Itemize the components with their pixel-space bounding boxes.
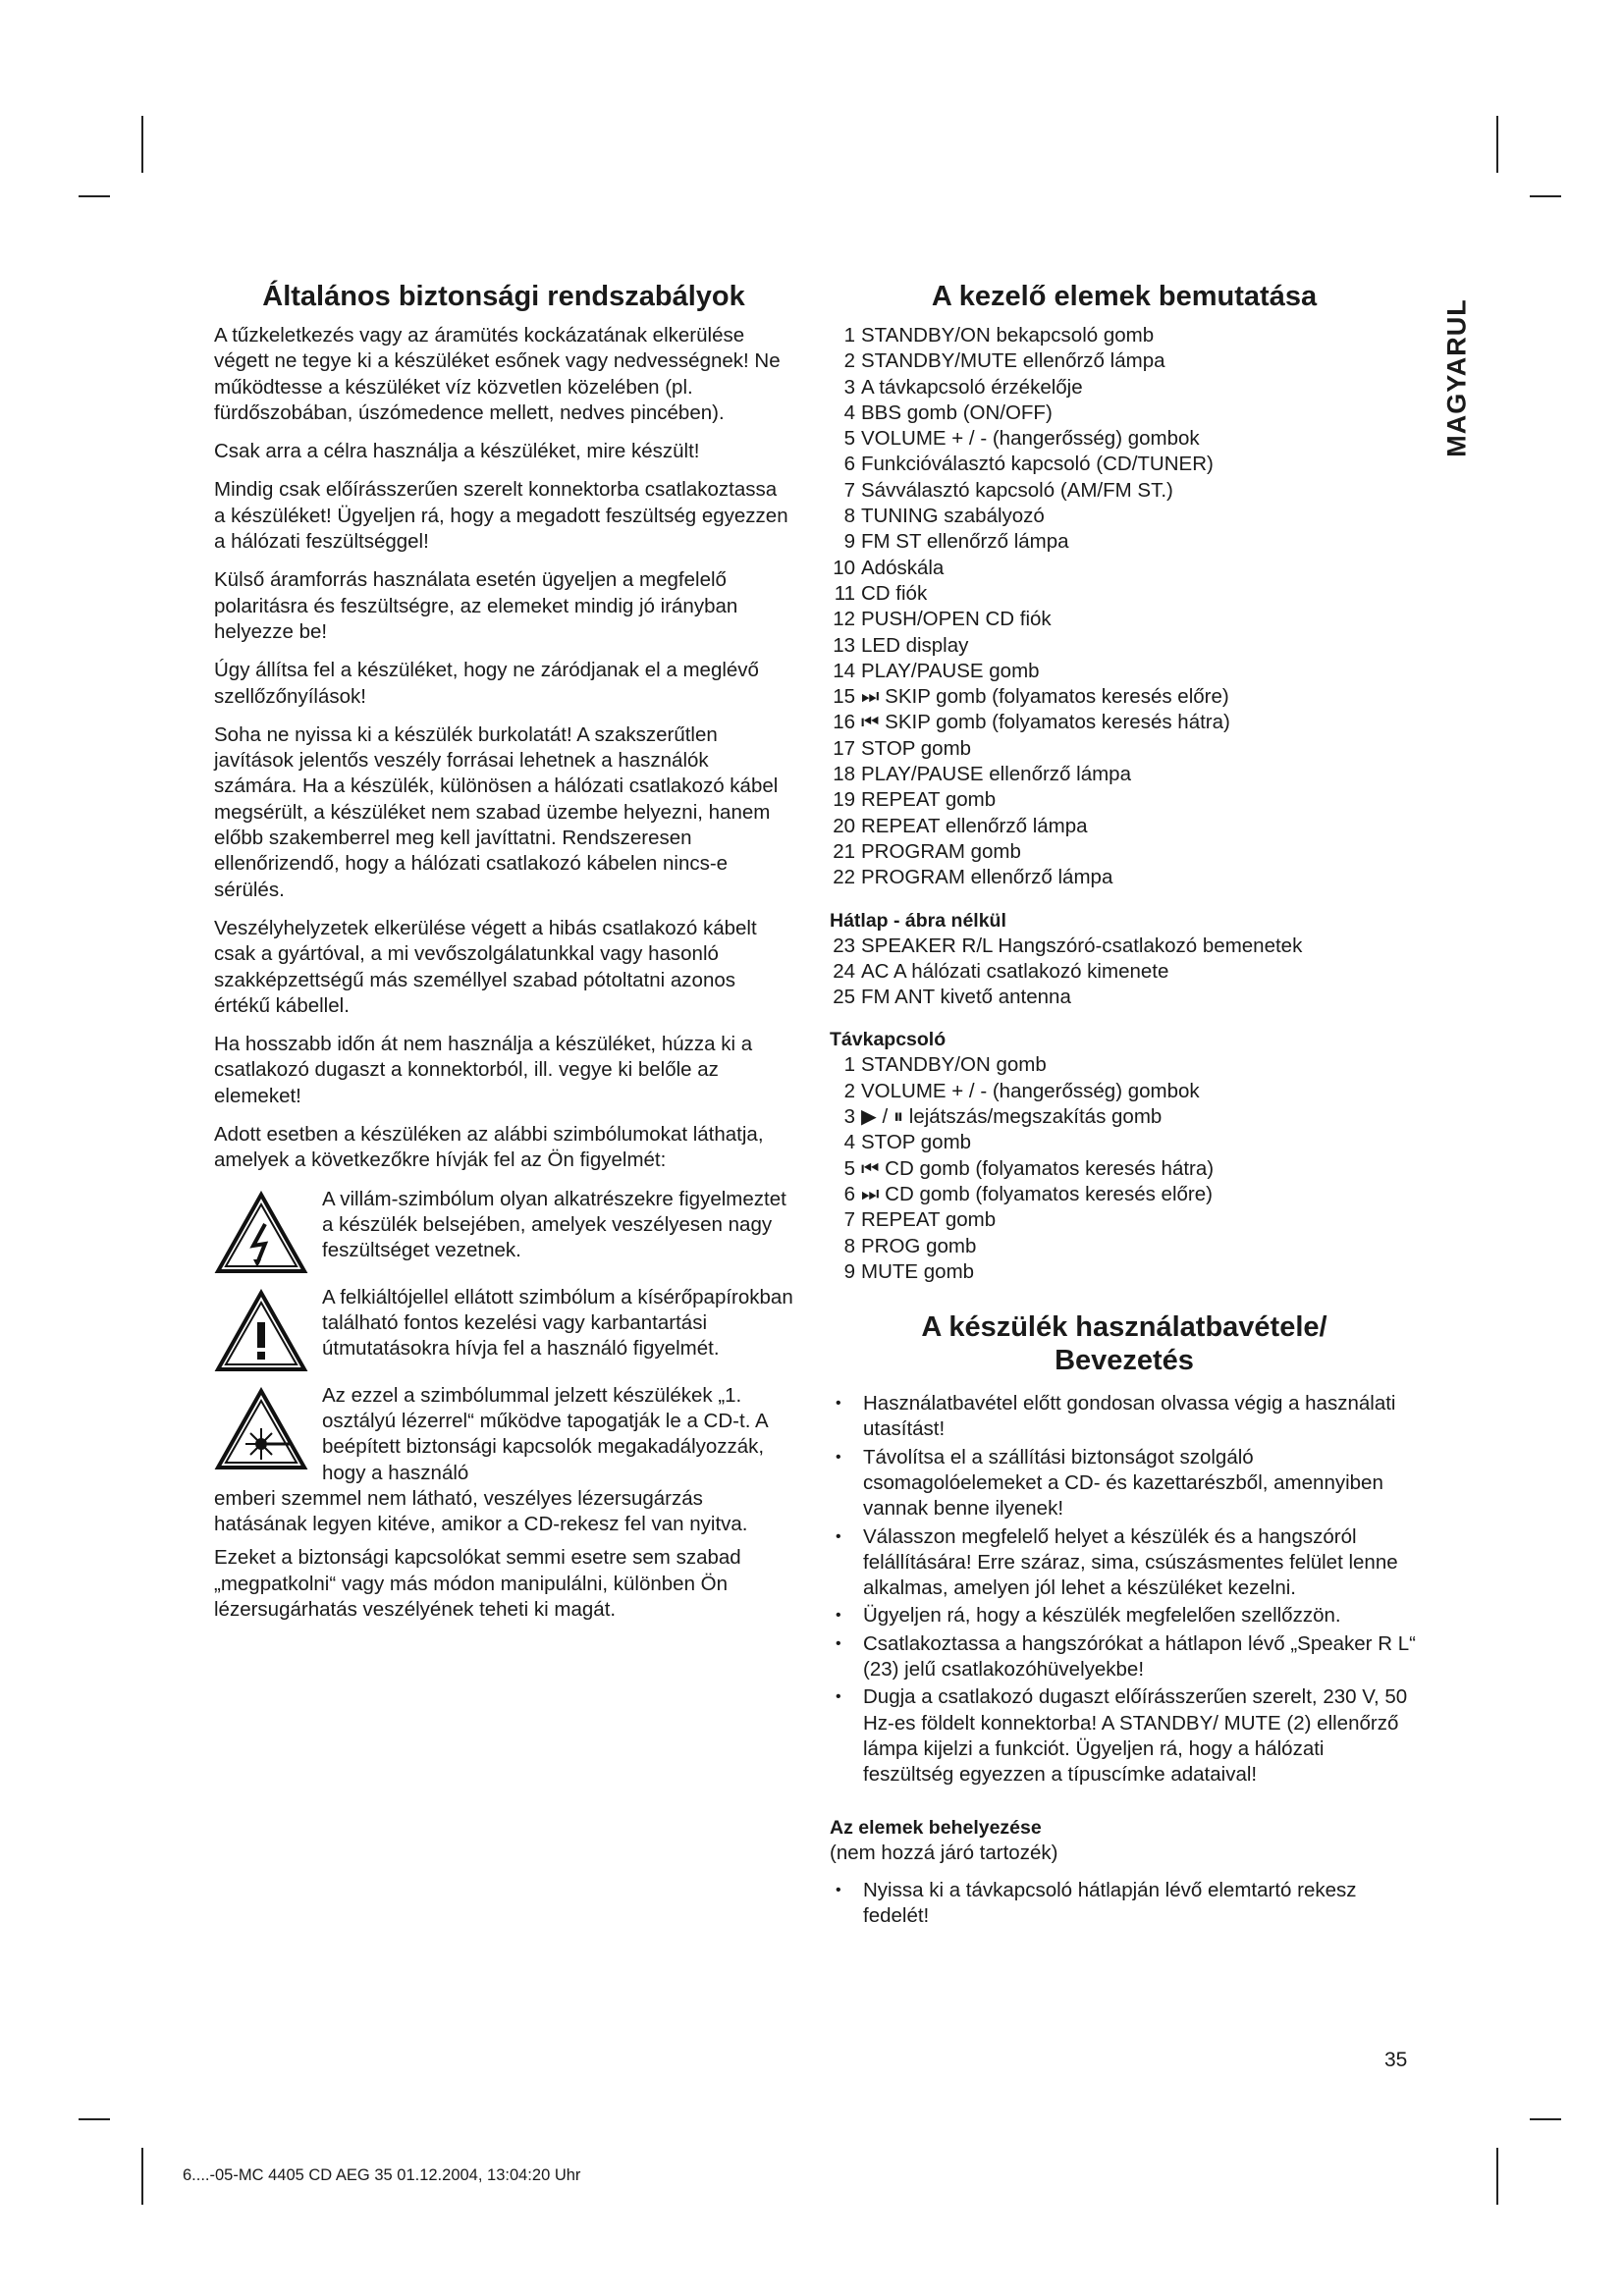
item-text: AC A hálózati csatlakozó kimenete <box>861 959 1169 983</box>
list-item <box>830 581 1419 607</box>
item-text: REPEAT ellenőrző lámpa <box>861 814 1088 837</box>
item-text: VOLUME + / - (hangerősség) gombok <box>861 427 1200 451</box>
lightning-text: A villám-szimbólum olyan alkatrészekre figyelmeztet a készülék belsejében, amelyek veszélyesen nagy feszültséget vezetnek. <box>322 1187 786 1262</box>
item-number: 8 <box>843 1234 855 1257</box>
item-text: FM ANT kivető antenna <box>861 986 1071 1009</box>
paragraph: Külső áramforrás használata esetén ügyeljen a megfelelő polaritásra és feszültségre, az elemeket mindig jó irányban helyezze be! <box>214 568 738 643</box>
remote-heading: Távkapcsoló <box>830 1029 947 1051</box>
item-number: 25 <box>833 986 855 1009</box>
list-item <box>830 1259 1419 1285</box>
crop-mark <box>1530 2118 1561 2120</box>
paragraph: Adott esetben a készüléken az alábbi szimbólumokat láthatja, amelyek a következőkre hívják fel az Ön figyelmét: <box>214 1123 764 1172</box>
list-item <box>830 400 1419 426</box>
list-item <box>830 814 1419 839</box>
paragraph: Veszélyhelyzetek elkerülése végett a hibás csatlakozó kábelt csak a gyártóval, a mi vevőszolgálatunkkal vagy hasonló szakképzettségű más személlyel szabad pótoltatni azonos értékű kábellel. <box>214 916 757 1017</box>
item-text: Funkcióválasztó kapcsoló (CD/TUNER) <box>861 453 1214 476</box>
item-number: 1 <box>843 324 855 347</box>
intro-bullet-list <box>830 1391 1419 1788</box>
list-item <box>830 529 1419 555</box>
item-number: 6 <box>843 1182 855 1205</box>
item-text: PROGRAM gomb <box>861 839 1021 863</box>
item-text: LED display <box>861 633 969 657</box>
item-text: SPEAKER R/L Hangszóró-csatlakozó bemenetek <box>861 934 1303 957</box>
item-number: 5 <box>843 427 855 451</box>
item-text: REPEAT gomb <box>861 1208 997 1232</box>
list-item <box>830 478 1419 504</box>
battery-bullet-list <box>830 1878 1419 1930</box>
item-number: 20 <box>833 814 855 837</box>
item-number: 5 <box>843 1156 855 1180</box>
lightning-warning-icon <box>214 1191 308 1275</box>
print-footer: 6....-05-MC 4405 CD AEG 35 01.12.2004, 13:04:20 Uhr <box>183 2166 581 2184</box>
list-item <box>830 375 1419 400</box>
list-item <box>830 1104 1419 1130</box>
page-number: 35 <box>1384 2049 1408 2071</box>
list-item <box>830 985 1419 1010</box>
exclamation-warning-icon <box>214 1289 308 1373</box>
controls-list <box>830 323 1419 891</box>
list-item <box>830 1079 1419 1104</box>
paragraph: Ha hosszabb időn át nem használja a készüléket, húzza ki a csatlakozó dugaszt a konnektorból, ill. vegye ki belőle az elemeket! <box>214 1033 753 1107</box>
laser-symbol-note <box>214 1383 793 1538</box>
item-number: 24 <box>833 959 855 983</box>
paragraph: Ezeket a biztonsági kapcsolókat semmi esetre sem szabad „megpatkolni“ vagy más módon manipulálni, különben Ön lézersugárhatás veszélyének teheti ki magát. <box>214 1546 741 1621</box>
item-number: 1 <box>843 1053 855 1077</box>
paragraph: Soha ne nyissa ki a készülék burkolatát! A szakszerűtlen javítások jelentős veszély forrásai lehetnek a használók számára. Ha a készülék, különösen a hálózati csatlakozó kábel megsérült, a készüléket nem szabad üzembe helyezni, hanem előbb szakemberrel meg kell javíttatni. Rendszeresen ellenőrizendő, hogy a hálózati csatlakozó kábelen nincs-e sérülés. <box>214 722 779 901</box>
crop-mark <box>1496 116 1498 173</box>
paragraph: Mindig csak előírásszerűen szerelt konnektorba csatlakoztassa a készüléket! Ügyeljen rá, hogy a megadott feszültség egyezzen a hálózati feszültséggel! <box>214 478 788 554</box>
item-text: PROGRAM ellenőrző lámpa <box>861 866 1113 889</box>
crop-mark <box>79 195 110 197</box>
item-text: PROG gomb <box>861 1234 977 1257</box>
crop-mark <box>1496 2148 1498 2205</box>
item-text: STOP gomb <box>861 1131 972 1154</box>
bullet-item: • Nyissa ki a távkapcsoló hátlapján lévő elemtartó rekesz fedelét! <box>830 1878 1419 1930</box>
list-item <box>830 348 1419 374</box>
crop-mark <box>1530 195 1561 197</box>
item-number: 4 <box>843 400 855 424</box>
item-number: 7 <box>843 1208 855 1232</box>
remote-list <box>830 1052 1419 1285</box>
list-item <box>830 736 1419 762</box>
item-number: 7 <box>843 478 855 502</box>
controls-heading: A kezelő elemek bemutatása <box>931 281 1318 312</box>
list-item <box>830 323 1419 348</box>
item-number: 2 <box>843 1079 855 1102</box>
item-text: ⏭ CD gomb (folyamatos keresés előre) <box>861 1182 1213 1205</box>
lightning-symbol-note <box>214 1187 793 1277</box>
paragraph: Csak arra a célra használja a készüléket, mire készült! <box>214 440 700 463</box>
intro-heading-line1: A készülék használatbavétele/ <box>921 1311 1327 1344</box>
item-text: FM ST ellenőrző lámpa <box>861 530 1069 554</box>
battery-subheading: (nem hozzá járó tartozék) <box>830 1841 1058 1864</box>
crop-mark <box>141 2148 143 2205</box>
back-panel-heading: Hátlap - ábra nélkül <box>830 909 1006 932</box>
list-item <box>830 659 1419 684</box>
item-number: 6 <box>843 453 855 476</box>
item-number: 2 <box>843 349 855 373</box>
list-item <box>830 959 1419 985</box>
list-item <box>830 607 1419 632</box>
language-label: MAGYARUL <box>1441 298 1472 457</box>
list-item <box>830 556 1419 581</box>
item-text: BBS gomb (ON/OFF) <box>861 400 1053 424</box>
list-item <box>830 633 1419 659</box>
intro-heading <box>830 1310 1419 1377</box>
safety-heading: Általános biztonsági rendszabályok <box>262 281 745 312</box>
item-number: 4 <box>843 1131 855 1154</box>
item-number: 21 <box>833 839 855 863</box>
list-item <box>830 710 1419 735</box>
crop-mark <box>79 2118 110 2120</box>
laser-text-rest: emberi szemmel nem látható, veszélyes lézersugárzás hatásának legyen kitéve, amikor a CD-rekesz fel van nyitva. <box>214 1486 748 1536</box>
exclamation-symbol-note <box>214 1285 793 1375</box>
list-item <box>830 1052 1419 1078</box>
item-text: Adóskála <box>861 556 945 579</box>
item-text: MUTE gomb <box>861 1259 975 1283</box>
item-text: STANDBY/ON bekapcsoló gomb <box>861 324 1155 347</box>
item-text: STANDBY/MUTE ellenőrző lámpa <box>861 349 1165 373</box>
item-text: Sávválasztó kapcsoló (AM/FM ST.) <box>861 478 1173 502</box>
item-number: 12 <box>833 608 855 631</box>
item-number: 17 <box>833 736 855 760</box>
bullet-item: • Használatbavétel előtt gondosan olvassa végig a használati utasítást! <box>830 1391 1419 1443</box>
item-number: 9 <box>843 1259 855 1283</box>
list-item <box>830 1234 1419 1259</box>
item-number: 13 <box>833 633 855 657</box>
controls-section <box>830 280 1419 1939</box>
list-item <box>830 1156 1419 1182</box>
crop-mark <box>141 116 143 173</box>
item-text: TUNING szabályozó <box>861 505 1045 528</box>
item-text: A távkapcsoló érzékelője <box>861 375 1083 399</box>
list-item <box>830 839 1419 865</box>
bullet-item: • Válasszon megfelelő helyet a készülék és a hangszóról felállítására! Erre száraz, sima, csúszásmentes felület lenne alkalmas, amelyen jól lehet a készüléket kezelni. <box>830 1524 1419 1602</box>
list-item <box>830 1207 1419 1233</box>
bullet-item: • Távolítsa el a szállítási biztonságot szolgáló csomagolóelemeket a CD- és kazettarészből, amennyiben vannak benne ilyenek! <box>830 1445 1419 1522</box>
list-item <box>830 452 1419 477</box>
item-number: 9 <box>843 530 855 554</box>
item-text: PLAY/PAUSE gomb <box>861 659 1040 682</box>
list-item <box>830 762 1419 787</box>
laser-warning-icon <box>214 1387 308 1471</box>
exclamation-text: A felkiáltójellel ellátott szimbólum a kísérőpapírokban található fontos kezelési vagy karbantartási útmutatásokra hívja fel a használó figyelmét. <box>322 1285 793 1361</box>
item-number: 15 <box>833 685 855 709</box>
list-item <box>830 865 1419 890</box>
item-number: 8 <box>843 505 855 528</box>
item-text: STANDBY/ON gomb <box>861 1053 1047 1077</box>
item-text: PLAY/PAUSE ellenőrző lámpa <box>861 763 1131 786</box>
language-side-tab <box>1435 285 1479 471</box>
battery-heading: Az elemek behelyezése <box>830 1816 1042 1839</box>
item-number: 14 <box>833 659 855 682</box>
list-item <box>830 1182 1419 1207</box>
item-text: ⏮ CD gomb (folyamatos keresés hátra) <box>861 1156 1215 1180</box>
list-item <box>830 684 1419 710</box>
item-text: VOLUME + / - (hangerősség) gombok <box>861 1079 1200 1102</box>
bullet-item: • Dugja a csatlakozó dugaszt előírásszerűen szerelt, 230 V, 50 Hz-es földelt konnektorba! A STANDBY/ MUTE (2) ellenőrző lámpa kijelzi a funkciót. Ügyeljen rá, hogy a hálózati feszültség egyezzen a típuscímke adataival! <box>830 1684 1419 1788</box>
list-item <box>830 934 1419 959</box>
item-text: ▶ / ⏸ lejátszás/megszakítás gomb <box>861 1105 1163 1129</box>
paragraph: A tűzkeletkezés vagy az áramütés kockázatának elkerülése végett ne tegye ki a készüléket esőnek vagy nedvességnek! Ne működtesse a készüléket víz közvetlen közelében (pl. fürdőszobában, úszómedence mellett, nedves pincében). <box>214 324 781 424</box>
safety-section <box>214 280 793 1635</box>
laser-text-first: Az ezzel a szimbólummal jelzett készülékek „1. osztályú lézerrel“ működve tapogatják le a CD-t. A beépített biztonsági kapcsolók megakadályozzák, hogy a használó <box>322 1383 768 1484</box>
item-text: PUSH/OPEN CD fiók <box>861 608 1052 631</box>
item-number: 18 <box>833 763 855 786</box>
intro-heading-line2: Bevezetés <box>1055 1345 1194 1377</box>
item-number: 3 <box>843 375 855 399</box>
item-number: 16 <box>833 711 855 734</box>
item-text: CD fiók <box>861 581 928 605</box>
bullet-item: • Ügyeljen rá, hogy a készülék megfelelően szellőzzön. <box>830 1603 1419 1629</box>
item-number: 11 <box>834 581 855 605</box>
item-text: REPEAT gomb <box>861 788 997 812</box>
item-number: 10 <box>833 556 855 579</box>
item-number: 23 <box>833 934 855 957</box>
back-panel-list <box>830 934 1419 1011</box>
paragraph: Úgy állítsa fel a készüléket, hogy ne záródjanak el a meglévő szellőzőnyílások! <box>214 659 759 708</box>
item-number: 22 <box>833 866 855 889</box>
list-item <box>830 787 1419 813</box>
item-text: ⏭ SKIP gomb (folyamatos keresés előre) <box>861 685 1229 709</box>
bullet-item: • Csatlakoztassa a hangszórókat a hátlapon lévő „Speaker R L“ (23) jelű csatlakozóhüvelyekbe! <box>830 1631 1419 1683</box>
list-item <box>830 1130 1419 1155</box>
item-number: 19 <box>833 788 855 812</box>
item-number: 3 <box>843 1105 855 1129</box>
list-item <box>830 426 1419 452</box>
item-text: STOP gomb <box>861 736 972 760</box>
list-item <box>830 504 1419 529</box>
item-text: ⏮ SKIP gomb (folyamatos keresés hátra) <box>861 711 1230 734</box>
